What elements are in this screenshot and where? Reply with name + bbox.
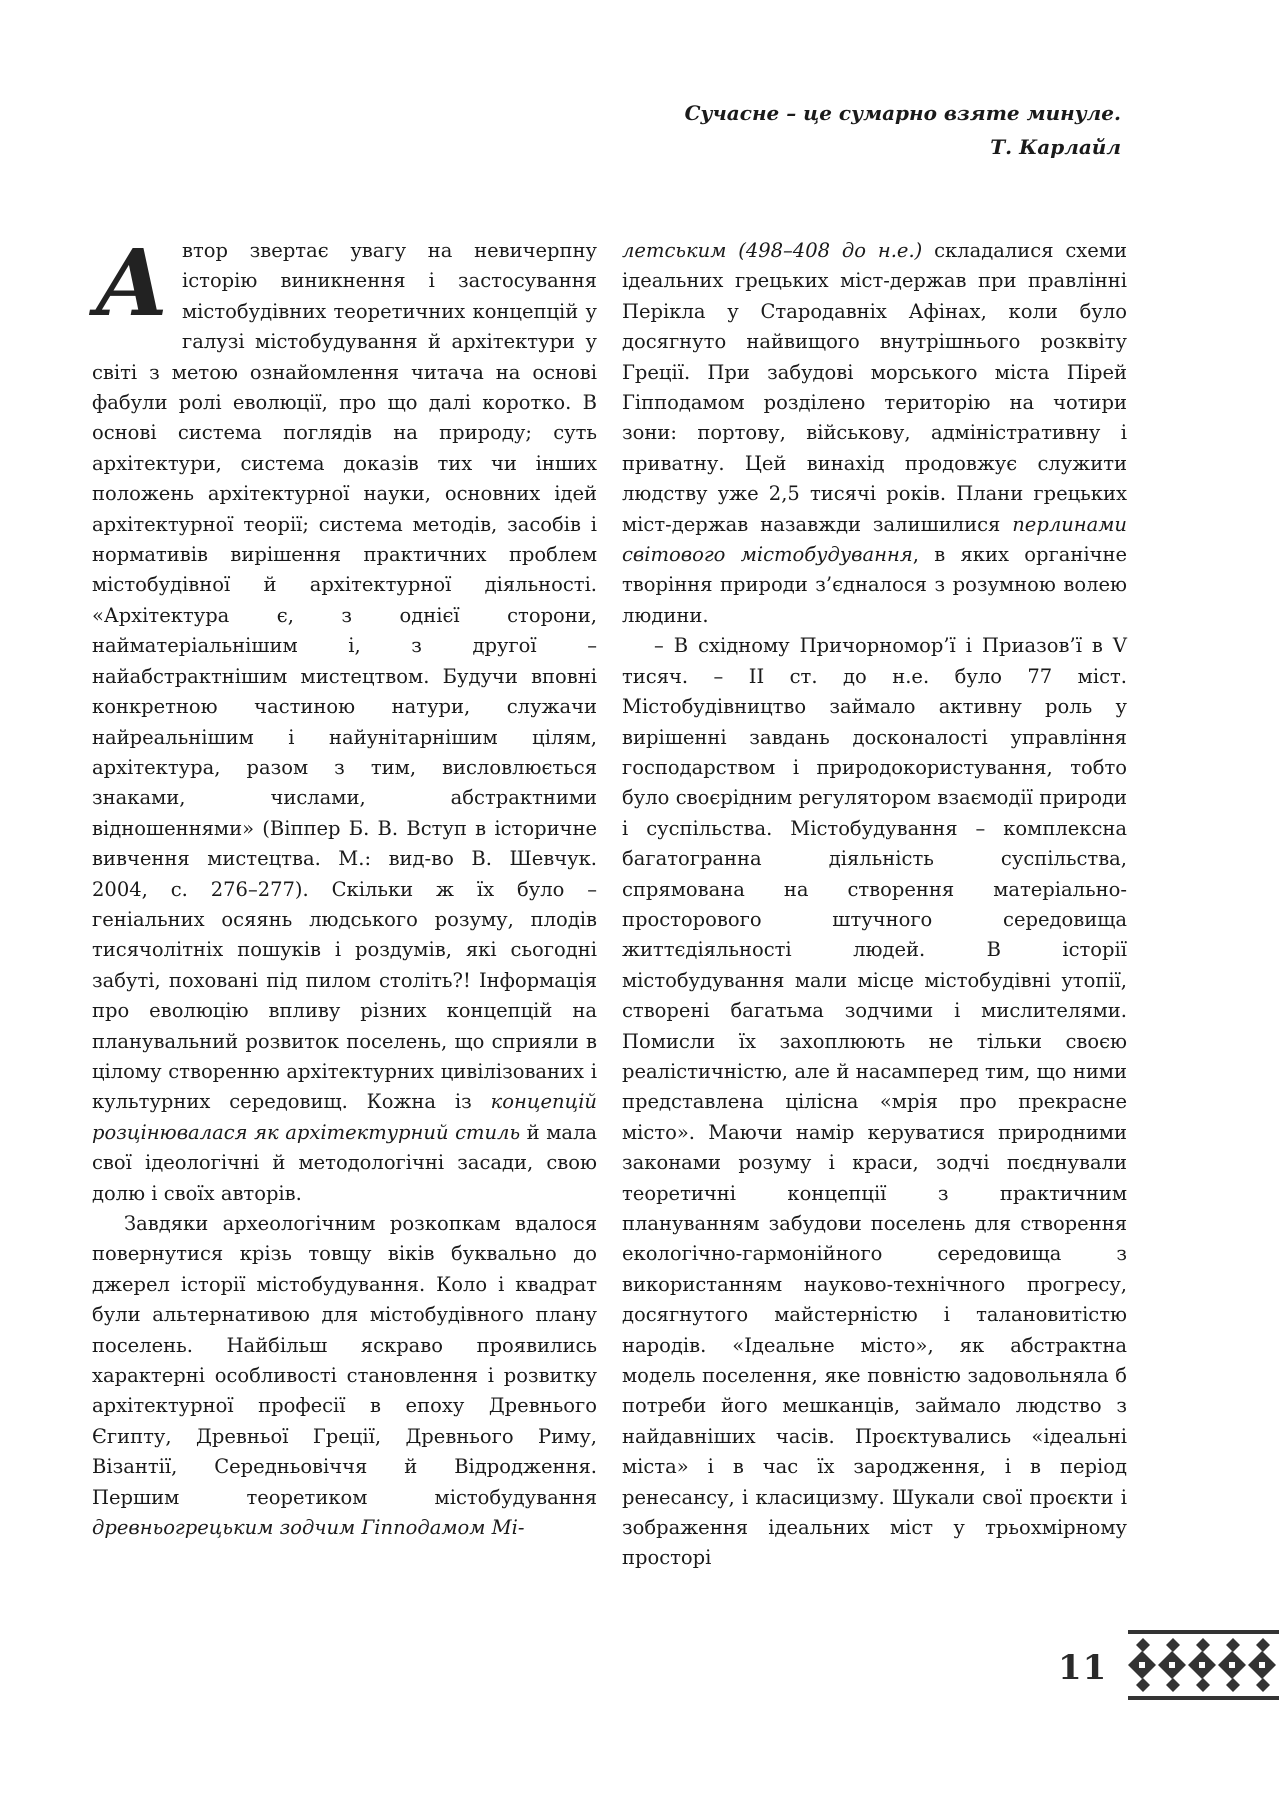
paragraph-text: , в яких органічне творіння природи з’єдналося з розумною волею людини.	[622, 543, 1127, 627]
paragraph	[92, 229, 598, 1209]
paragraph-text: втор звертає увагу на невичерпну історію виникнення і застосування містобудівних теоретичних концепцій у галузі містобудування й архітектури у світі з метою ознайомлення читача на основі фабули ролі еволюції, про що далі коротко. В основі система поглядів на природу; суть архітектури, система доказів тих чи інших положень архітектурної науки, основних ідей архітектурної теорії; система методів, засобів і нормативів вирішення практичних проблем містобудівної й архітектурної діяльності. «Архітектура є, з однієї сторони, найматеріальнішим і, з другої – найабстрактнішим мистецтвом. Будучи вповні конкретною частиною натури, служачи найреальнішим і найунітарнішим цілям, архітектура, разом з тим, висловлюється знаками, числами, абстрактними відношеннями» (Віппер Б. В. Вступ в історичне вивчення мистецтва. М.: вид-во В. Шевчук. 2004, с. 276–277). Скільки ж їх було – геніальних осяянь людського розуму, плодів тисячолітніх пошуків і роздумів, які сьогодні забуті, поховані під пилом століть?! Інформація про еволюцію впливу різних концепцій на планувальний розвиток поселень, що сприяли в цілому створенню архітектурних цивілізованих і культурних середовищ. Кожна із	[92, 239, 597, 1114]
drop-cap: А	[94, 229, 170, 337]
paragraph	[92, 1209, 597, 1543]
epigraph-quote: Сучасне – це сумарно взяте минуле.	[684, 101, 1121, 125]
paragraph-text: й мала свої ідеологічні й методологічні засади, свою долю і своїх авторів.	[92, 1120, 598, 1205]
italic-phrase: концепцій розцінювалася як архітектурний стиль	[92, 1090, 597, 1144]
page-number: 11	[1058, 1648, 1108, 1688]
paragraph-text: складалися схеми ідеальних грецьких міст-держав при правлінні Перікла у Стародавніх Афінах, коли було досягнуто найвищого внутрішнього розквіту Греції. При забудові морського міста Пірей Гіпподамом розділено територію на чотири зони: портову, військову, адміністративну і приватну. Цей винахід продовжує служити людству уже 2,5 тисячі років. Плани грецьких міст-держав назавжди залишилися	[622, 239, 1127, 536]
epigraph-author: Т. Карлайл	[990, 135, 1121, 159]
epigraph	[685, 96, 1121, 164]
italic-phrase: летським (498–408 до н.е.)	[622, 239, 923, 262]
text-column-right	[622, 236, 1127, 1574]
italic-phrase: древньогрецьким зодчим Гіпподамом Мі-	[92, 1516, 525, 1540]
embroidery-ornament-icon	[1128, 1630, 1279, 1700]
paragraph	[622, 236, 1127, 631]
paragraph: – В східному Причорномор’ї і Приазов’ї в V тисяч. – II ст. до н.е. було 77 міст. Містобудівництво займало активну роль у вирішенні завдань досконалості управління господарством і природокористування, тобто було своєрідним регулятором взаємодії природи і суспільства. Містобудування – комплексна багатогранна діяльність суспільства, спрямована на створення матеріально-просторового штучного середовища життєдіяльності людей. В історії містобудування мали місце містобудівні утопії, створені багатьма зодчими і мислителями. Помисли їх захоплюють не тільки своєю реалістичністю, але й насамперед тим, що ними представлена цілісна «мрія про прекрасне місто». Маючи намір керуватися природними законами розуму і краси, зодчі поєднували теоретичні концепції з практичним плануванням забудови поселень для створення екологічно-гармонійного середовища з використанням науково-технічного прогресу, досягнутого майстерністю і талановитістю народів. «Ідеальне місто», як абстрактна модель поселення, яке повністю задовольняла б потреби його мешканців, займало людство з найдавніших часів. Проєктувались «ідеальні міста» і в час їх зародження, і в період ренесансу, і класицизму. Шукали свої проєкти і зображення ідеальних міст у трьохмірному просторі	[622, 634, 1127, 1570]
italic-phrase: перлинами світового містобудування	[622, 512, 1127, 567]
paragraph-text: Завдяки археологічним розкопкам вдалося повернутися крізь товщу віків буквально до джерел історії містобудування. Коло і квадрат були альтернативою для містобудівного плану поселень. Найбільш яскраво проявились характерні особливості становлення і розвитку архітектурної професії в епоху Древнього Єгипту, Древньої Греції, Древнього Риму, Візантії, Середньовіччя й Відродження. Першим теоретиком містобудування	[92, 1212, 597, 1509]
text-column-left	[92, 229, 598, 1543]
